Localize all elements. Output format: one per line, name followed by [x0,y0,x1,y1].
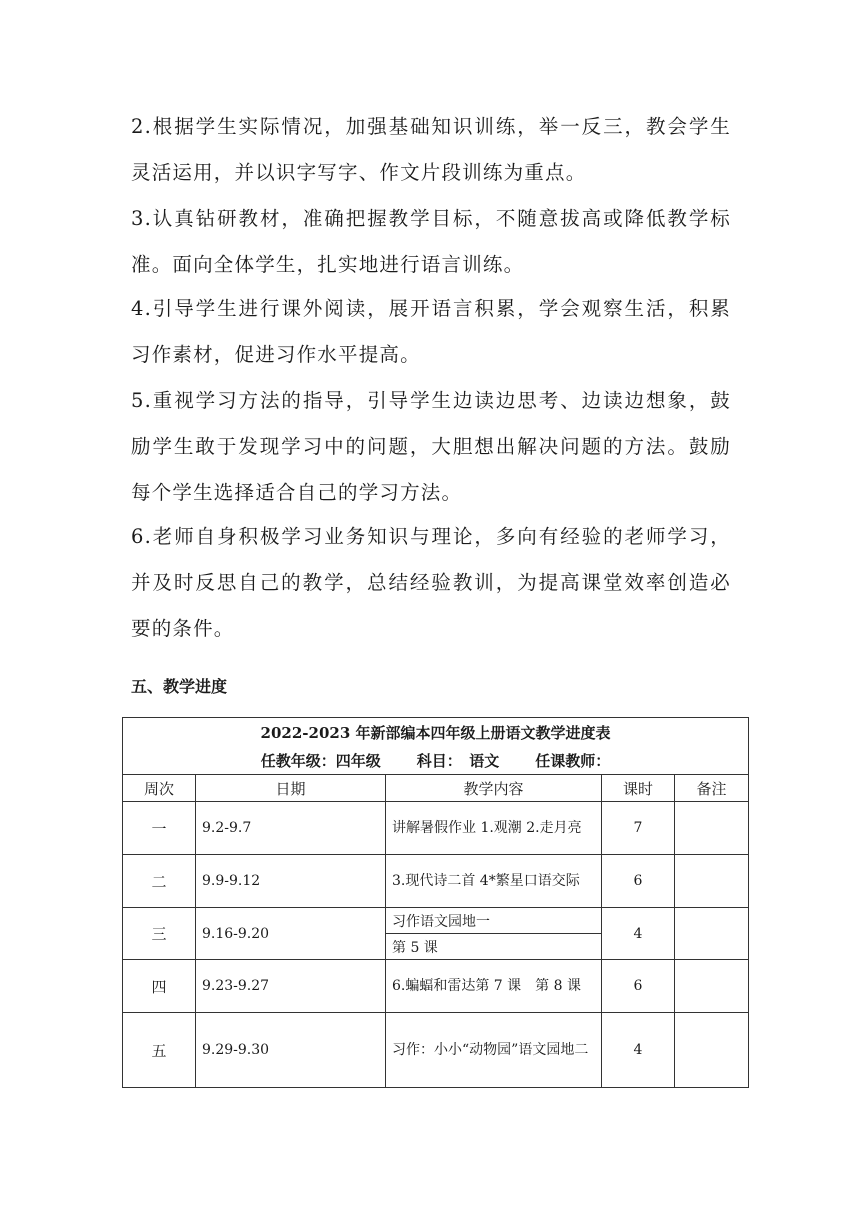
cell-content-extra: 第 5 课 [386,934,602,960]
cell-content: 3.现代诗二首 4*繁星口语交际 [386,855,602,908]
subject-label: 科目： 语文 [416,752,500,770]
table-row [123,855,749,908]
cell-note [675,960,749,1013]
cell-content: 6.蝙蝠和雷达第 7 课 第 8 课 [386,960,602,1013]
cell-date: 9.23-9.27 [196,960,386,1013]
table-row [123,802,749,855]
cell-week: 二 [123,855,196,908]
table-row [123,908,749,934]
table-subtitle [123,748,749,775]
cell-hours: 6 [602,855,675,908]
cell-note [675,908,749,960]
cell-week: 一 [123,802,196,855]
cell-hours: 6 [602,960,675,1013]
cell-hours: 7 [602,802,675,855]
teacher-label: 任课教师： [535,752,611,770]
cell-week: 五 [123,1013,196,1088]
paragraph-2: 2.根据学生实际情况，加强基础知识训练，举一反三，教会学生灵活运用，并以识字写字、作文片段训练为重点。 [131,115,731,184]
cell-note [675,855,749,908]
cell-note [675,1013,749,1088]
cell-week: 四 [123,960,196,1013]
cell-date: 9.2-9.7 [196,802,386,855]
cell-content: 讲解暑假作业 1.观潮 2.走月亮 [386,802,602,855]
paragraph-3: 3.认真钻研教材，准确把握教学目标，不随意拔高或降低教学标准。面向全体学生，扎实地进行语言训练。 [131,207,731,276]
section-heading: 五、教学进度 [131,677,228,696]
paragraph-6: 6.老师自身积极学习业务知识与理论，多向有经验的老师学习，并及时反思自己的教学，总结经验教训，为提高课堂效率创造必要的条件。 [131,525,731,640]
cell-date: 9.29-9.30 [196,1013,386,1088]
cell-hours: 4 [602,1013,675,1088]
header-hours: 课时 [602,775,675,802]
header-week: 周次 [123,775,196,802]
table-title: 2022-2023 年新部编本四年级上册语文教学进度表 [123,718,749,749]
header-row [123,775,749,802]
cell-content: 习作：小小“动物园”语文园地二 [386,1013,602,1088]
table-row [123,1013,749,1088]
cell-content: 习作语文园地一 [386,908,602,934]
paragraph-4: 4.引导学生进行课外阅读，展开语言积累，学会观察生活，积累习作素材，促进习作水平提高。 [131,297,731,366]
cell-hours: 4 [602,908,675,960]
header-content: 教学内容 [386,775,602,802]
grade-label: 任教年级：四年级 [260,752,381,770]
cell-date: 9.9-9.12 [196,855,386,908]
cell-date: 9.16-9.20 [196,908,386,960]
table-row [123,960,749,1013]
cell-note [675,802,749,855]
header-date: 日期 [196,775,386,802]
cell-week: 三 [123,908,196,960]
paragraph-5: 5.重视学习方法的指导，引导学生边读边思考、边读边想象，鼓励学生敢于发现学习中的问题，大胆想出解决问题的方法。鼓励每个学生选择适合自己的学习方法。 [131,389,731,504]
schedule-table [122,717,749,1088]
header-note: 备注 [675,775,749,802]
